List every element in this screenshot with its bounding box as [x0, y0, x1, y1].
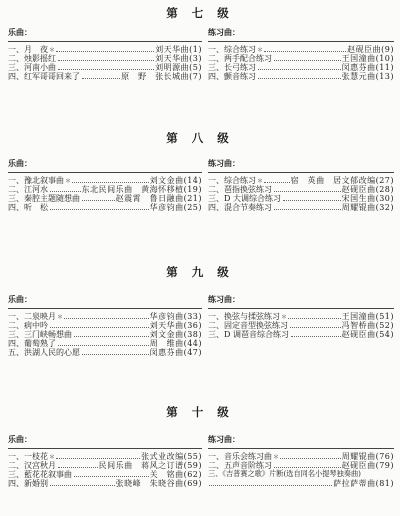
list-item[interactable]: [208, 185, 394, 194]
entry-credit: 宋国生曲(30): [341, 194, 394, 203]
dot-leader: [82, 72, 120, 79]
column-heading: 练习曲：: [208, 27, 240, 37]
dot-leader: [274, 54, 341, 61]
entry-credit: 华彦钧曲(33): [149, 312, 202, 321]
entry-title: 一、综合练习: [208, 45, 256, 54]
entry-credit: 赵砚臣曲(54): [341, 330, 394, 339]
entry-credit: 华彦钧曲(25): [149, 203, 202, 212]
dot-leader: [50, 479, 115, 486]
etude-column: [208, 295, 394, 339]
repertoire-column: [8, 28, 202, 81]
entry-title: 三、D 调琶音综合练习: [208, 330, 289, 339]
entry-title: 四、葡萄熟了: [8, 339, 56, 348]
list-item[interactable]: [8, 54, 202, 63]
divider: [208, 308, 394, 309]
entry-credit: 周耀锟曲(32): [341, 203, 394, 212]
column-heading: 乐曲：: [8, 434, 32, 444]
list-item[interactable]: [8, 339, 202, 348]
entry-title: 二、五声音阶练习: [208, 461, 272, 470]
entry-title: 二、江河水: [8, 185, 48, 194]
etude-column: [208, 28, 394, 81]
dot-leader: [50, 203, 149, 210]
entry-title: 四、听 松: [8, 203, 48, 212]
entry-credit: 赵砚臣曲(9): [347, 45, 394, 54]
entry-title: 四、混合节奏练习: [208, 203, 272, 212]
list-item[interactable]: [8, 203, 202, 212]
grade-title: 第 七 级: [166, 6, 234, 20]
list-item[interactable]: [8, 176, 202, 185]
list-item[interactable]: [8, 194, 202, 203]
entry-credit: 刘文金曲(14): [149, 176, 202, 185]
entry-credit: 刘文金曲(38): [149, 330, 202, 339]
column-heading: 练习曲：: [208, 434, 240, 444]
dot-leader: [58, 461, 98, 468]
entry-credit: 东北民间乐曲 黄海怀移植(19): [81, 185, 202, 194]
column-heading: 乐曲：: [8, 27, 32, 37]
dot-leader: [283, 194, 341, 201]
entry-title: 三、《吉普赛之歌》片断(选自同名小提琴独奏曲): [208, 469, 361, 478]
entry-credit: 民间乐曲 蒋风之订谱(59): [98, 461, 202, 470]
entry-credit: 刘天华曲(3): [155, 54, 202, 63]
entry-credit: 冯智桥曲(52): [341, 321, 394, 330]
dot-leader: [50, 185, 81, 192]
dot-leader: [58, 339, 149, 346]
entry-title: 一、豫北叙事曲: [8, 176, 64, 185]
dot-leader: [258, 72, 341, 79]
divider: [8, 41, 202, 42]
star-mark: ＊: [65, 178, 72, 185]
dot-leader: [64, 312, 149, 319]
entry-credit: 赵砚臣曲(79): [341, 461, 394, 470]
entry-credit: 原 野 张长城曲(7): [121, 72, 202, 81]
entry-title: 二、两手配合练习: [208, 54, 272, 63]
list-item[interactable]: [8, 45, 202, 54]
divider: [8, 172, 202, 173]
column-heading: 乐曲：: [8, 294, 32, 304]
repertoire-column: [8, 435, 202, 488]
dot-leader: [291, 330, 341, 337]
etude-column: [208, 159, 394, 212]
entry-credit: 周耀锟曲(76): [341, 452, 394, 461]
entry-credit: 刘天华曲(1): [155, 45, 202, 54]
list-item[interactable]: [8, 452, 202, 461]
dot-leader: [288, 312, 341, 319]
dot-leader: [82, 348, 149, 355]
entry-credit: 张式业改编(55): [141, 452, 202, 461]
entry-title: 二、烛影摇红: [8, 54, 56, 63]
star-mark: ＊: [281, 314, 288, 321]
entry-title: 三、秦腔主题随想曲: [8, 194, 80, 203]
dot-leader: [58, 63, 154, 70]
list-item[interactable]: [8, 185, 202, 194]
star-mark: ＊: [49, 47, 56, 54]
dot-leader: [280, 452, 341, 459]
divider: [208, 172, 394, 173]
dot-leader: [209, 479, 332, 486]
entry-credit: 关 铭曲(62): [149, 470, 202, 479]
list-item[interactable]: [208, 72, 394, 81]
list-item[interactable]: [208, 176, 394, 185]
dot-leader: [274, 203, 341, 210]
entry-credit: 萨拉萨蒂曲(81): [333, 479, 394, 488]
entry-credit: 闵惠芬曲(47): [149, 348, 202, 357]
entry-title: 一、二泉映月: [8, 312, 56, 321]
entry-credit: 张晓峰 朱晓谷曲(69): [115, 479, 202, 488]
list-item[interactable]: [208, 54, 394, 63]
divider: [208, 41, 394, 42]
entry-credit: 周 维曲(44): [149, 339, 202, 348]
list-item[interactable]: [8, 63, 202, 72]
star-mark: ＊: [57, 314, 64, 321]
entry-title: 三、D 大调综合练习: [208, 194, 281, 203]
star-mark: ＊: [257, 47, 264, 54]
entry-title: 二、固定音型换弦练习: [208, 321, 288, 330]
entry-title: 一、换弦与揉弦练习: [208, 312, 280, 321]
divider: [8, 448, 202, 449]
dot-leader: [264, 45, 346, 52]
entry-credit: 赵震霄 鲁日融曲(21): [115, 194, 202, 203]
entry-title: 四、新婚别: [8, 479, 48, 488]
entry-title: 一、综合练习: [208, 176, 256, 185]
list-item[interactable]: [208, 203, 394, 212]
dot-leader: [74, 330, 149, 337]
list-item[interactable]: [208, 45, 394, 54]
entry-credit: 王国潼曲(10): [341, 54, 394, 63]
list-item[interactable]: [208, 330, 394, 339]
list-item[interactable]: [8, 479, 202, 488]
grade-title: 第 九 级: [166, 265, 234, 279]
entry-credit: 宿 英曲 居文郁改编(27): [290, 176, 394, 185]
list-item[interactable]: [8, 72, 202, 81]
list-item[interactable]: [8, 330, 202, 339]
dot-leader: [290, 321, 341, 328]
entry-title: 三、河南小曲: [8, 63, 56, 72]
list-item[interactable]: [208, 63, 394, 72]
dot-leader: [264, 176, 290, 183]
dot-leader: [56, 452, 140, 459]
entry-credit: 王国潼曲(51): [341, 312, 394, 321]
list-item[interactable]: [8, 461, 202, 470]
entry-title: 二、汉宫秋月: [8, 461, 56, 470]
list-item[interactable]: [8, 312, 202, 321]
column-heading: 练习曲：: [208, 294, 240, 304]
etude-column: [208, 435, 394, 488]
grade-title: 第 八 级: [166, 131, 234, 145]
dot-leader: [56, 45, 154, 52]
dot-leader: [58, 54, 154, 61]
entry-title: 三、三门峡畅想曲: [8, 330, 72, 339]
star-mark: ＊: [49, 454, 56, 461]
divider: [208, 448, 394, 449]
dot-leader: [74, 470, 149, 477]
dot-leader: [274, 461, 341, 468]
star-mark: ＊: [257, 178, 264, 185]
list-item[interactable]: [208, 452, 394, 461]
divider: [8, 308, 202, 309]
grade-title: 第 十 级: [166, 405, 234, 419]
entry-title: 四、颤音练习: [208, 72, 256, 81]
entry-credit: 刘明源曲(5): [155, 63, 202, 72]
list-item[interactable]: [208, 194, 394, 203]
entry-credit: 赵砚臣曲(28): [341, 185, 394, 194]
list-item[interactable]: [8, 348, 202, 357]
entry-title: 四、红军哥哥回来了: [8, 72, 80, 81]
list-item-continuation[interactable]: [208, 479, 394, 488]
entry-credit: 刘天华曲(36): [149, 321, 202, 330]
entry-title: 三、长弓练习: [208, 63, 256, 72]
column-heading: 练习曲：: [208, 158, 240, 168]
repertoire-column: [8, 295, 202, 357]
entry-title: 二、病中吟: [8, 321, 48, 330]
dot-leader: [258, 63, 341, 70]
list-item[interactable]: [8, 321, 202, 330]
entry-title: 一、音乐会练习曲: [208, 452, 272, 461]
star-mark: ＊: [273, 454, 280, 461]
list-item[interactable]: [8, 470, 202, 479]
repertoire-column: [8, 159, 202, 212]
column-heading: 乐曲：: [8, 158, 32, 168]
dot-leader: [82, 194, 115, 201]
dot-leader: [72, 176, 149, 183]
list-item[interactable]: [208, 470, 394, 479]
entry-title: 三、藍花花叙事曲: [8, 470, 72, 479]
entry-title: 一、一枝花: [8, 452, 48, 461]
list-item[interactable]: [208, 312, 394, 321]
entry-title: 五、洪湖人民的心愿: [8, 348, 80, 357]
entry-title: 一、月 夜: [8, 45, 48, 54]
list-item[interactable]: [208, 321, 394, 330]
entry-credit: 闵惠芬曲(11): [341, 63, 394, 72]
dot-leader: [50, 321, 149, 328]
entry-title: 二、琶指换弦练习: [208, 185, 272, 194]
dot-leader: [274, 185, 341, 192]
entry-credit: 张慧元曲(13): [341, 72, 394, 81]
